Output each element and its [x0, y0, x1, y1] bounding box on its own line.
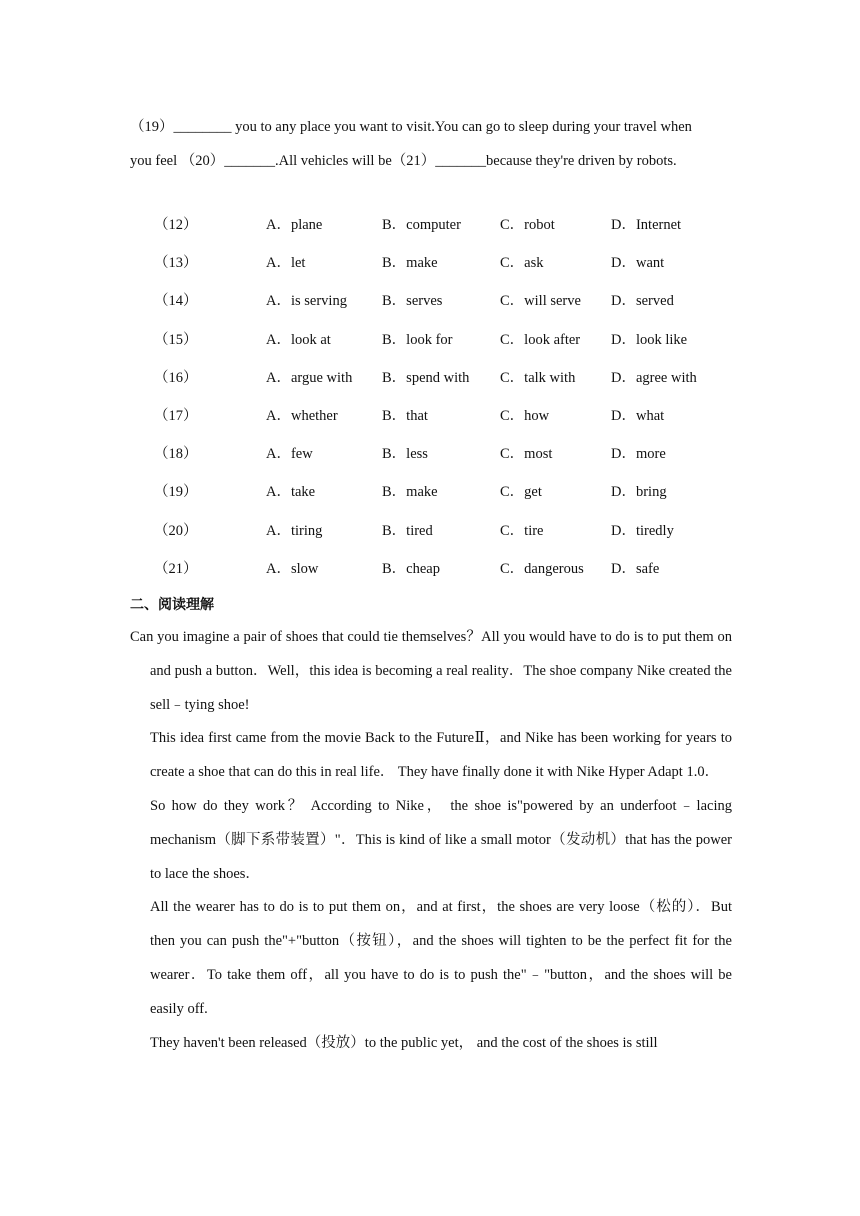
- option-c: C．ask: [500, 255, 544, 272]
- option-b: B．spend with: [382, 369, 470, 386]
- option-c: C．will serve: [500, 293, 581, 310]
- option-b: B．make: [382, 255, 438, 272]
- option-b: B．tired: [382, 522, 433, 539]
- option-a: A．take: [266, 484, 316, 501]
- option-a: A．few: [266, 446, 313, 463]
- option-row: [154, 246, 754, 284]
- option-row: [154, 399, 754, 437]
- option-row: [154, 284, 754, 322]
- option-a: A．tiring: [266, 522, 323, 539]
- option-row: [154, 361, 754, 399]
- question-number: （18）: [154, 446, 198, 463]
- option-row: [154, 323, 754, 361]
- option-d: D．agree with: [611, 369, 697, 386]
- option-a: A．slow: [266, 560, 319, 577]
- passage-paragraph: Can you imagine a pair of shoes that could tie themselves？All you would have to do is to put them on and push a button．Well，this idea is becoming a real reality．The shoe company Nike created the sell﹣tying shoe!: [130, 629, 732, 713]
- option-b: B．less: [382, 446, 428, 463]
- option-c: C．how: [500, 407, 550, 424]
- option-b: B．computer: [382, 217, 461, 233]
- intro-line-1: （19）________ you to any place you want to visit.You can go to sleep during your travel when: [130, 119, 692, 135]
- question-number: （21）: [154, 560, 198, 577]
- option-b: B．look for: [382, 331, 453, 348]
- option-b: B．make: [382, 484, 438, 501]
- option-b: B．that: [382, 407, 428, 424]
- option-d: D．tiredly: [611, 522, 674, 539]
- option-d: D．look like: [611, 331, 688, 348]
- option-c: C．robot: [500, 217, 555, 233]
- option-c: C．look after: [500, 331, 581, 348]
- question-number: （20）: [154, 522, 198, 539]
- passage-paragraph: They haven't been released（投放）to the public yet， and the cost of the shoes is still: [150, 1034, 658, 1051]
- passage-paragraph: So how do they work？ According to Nike， the shoe is"powered by an underfoot﹣lacing mechanism（脚下系带装置）"．This is kind of like a small motor（发动机）that has the power to lace the shoes．: [150, 797, 732, 882]
- question-number: （12）: [154, 217, 198, 233]
- question-number: （15）: [154, 331, 198, 348]
- option-c: C．talk with: [500, 369, 576, 386]
- option-a: A．plane: [266, 217, 323, 233]
- question-number: （14）: [154, 293, 198, 310]
- option-c: C．tire: [500, 522, 544, 539]
- option-a: A．look at: [266, 331, 331, 348]
- option-a: A．is serving: [266, 293, 347, 310]
- question-number: （19）: [154, 484, 198, 501]
- option-c: C．get: [500, 484, 542, 501]
- question-number: （16）: [154, 369, 198, 386]
- option-row: [154, 552, 754, 590]
- option-b: B．serves: [382, 293, 443, 310]
- options-table: [154, 208, 754, 590]
- reading-passage: [130, 621, 732, 1060]
- option-d: D．want: [611, 255, 665, 272]
- question-number: （13）: [154, 255, 198, 272]
- option-d: D．served: [611, 293, 674, 310]
- option-c: C．dangerous: [500, 560, 584, 577]
- option-c: C．most: [500, 446, 553, 463]
- intro-line-2: you feel （20）_______.All vehicles will be（21）_______because they're driven by robots.: [130, 153, 677, 169]
- option-d: D．Internet: [611, 217, 682, 233]
- section-heading: 二、阅读理解: [130, 597, 214, 613]
- passage-paragraph: All the wearer has to do is to put them on，and at first，the shoes are very loose（松的）．But then you can push the"+"button（按钮），and the shoes will tighten to be the perfect fit for the wearer．To take them off，all you have to do is to push the"﹣"button，and the shoes will be easily off.: [150, 899, 732, 1017]
- option-a: A．argue with: [266, 369, 353, 386]
- option-d: D．what: [611, 407, 665, 424]
- option-a: A．whether: [266, 407, 338, 424]
- option-d: D．bring: [611, 484, 667, 501]
- option-row: [154, 208, 754, 246]
- option-row: [154, 437, 754, 475]
- passage-continuation: [130, 110, 732, 178]
- option-a: A．let: [266, 255, 306, 272]
- option-d: D．safe: [611, 560, 660, 577]
- passage-paragraph: This idea first came from the movie Back to the FutureⅡ，and Nike has been working for years to create a shoe that can do this in real life． They have finally done it with Nike Hyper Adapt 1.0．: [150, 730, 732, 781]
- option-d: D．more: [611, 446, 666, 463]
- option-b: B．cheap: [382, 560, 440, 577]
- question-number: （17）: [154, 407, 198, 424]
- option-row: [154, 514, 754, 552]
- option-row: [154, 475, 754, 513]
